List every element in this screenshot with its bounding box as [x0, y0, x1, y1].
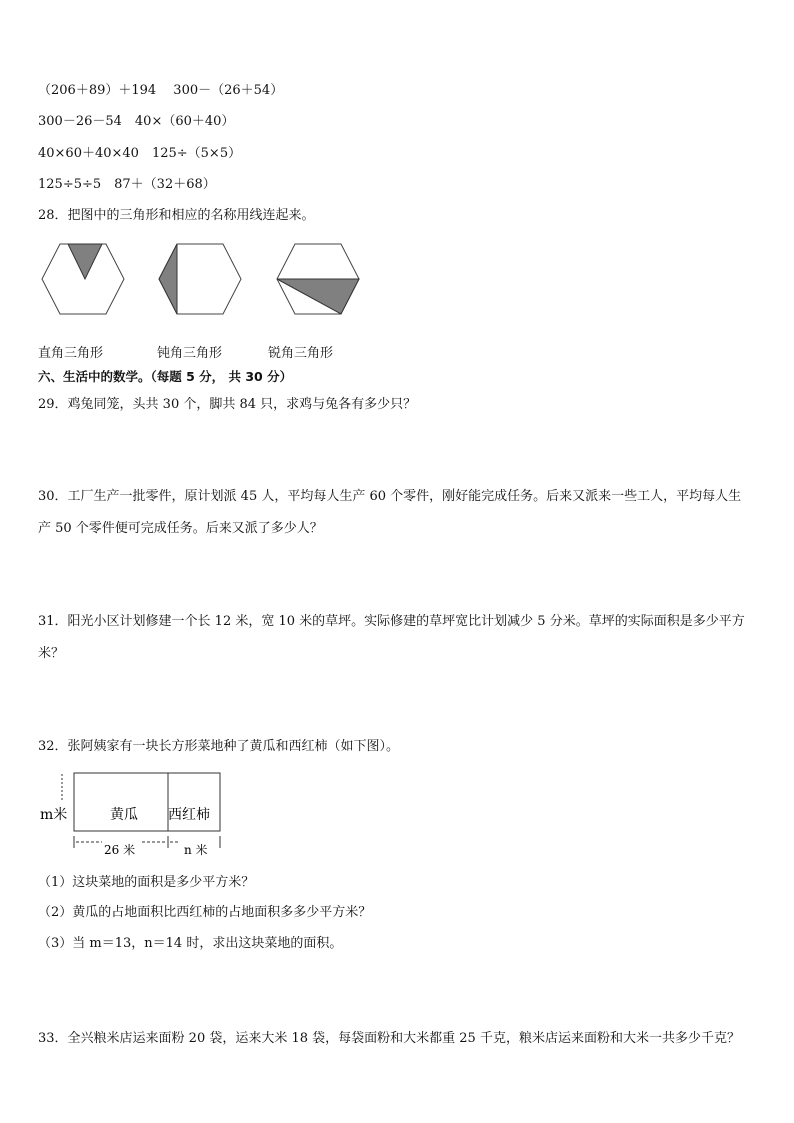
- section-6-heading: 六、生活中的数学。（每题 5 分， 共 30 分）: [38, 369, 293, 384]
- question-29: 29．鸡兔同笼，头共 30 个，脚共 84 只，求鸡与兔各有多少只？: [38, 397, 417, 412]
- cucumber-width-label: 26 米: [104, 843, 136, 857]
- question-28: 28．把图中的三角形和相应的名称用线连起来。: [38, 208, 315, 223]
- calc-line-1: （206＋89）＋194 300－（26＋54）: [38, 83, 284, 98]
- question-30: 30．工厂生产一批零件，原计划派 45 人，平均每人生产 60 个零件，刚好能完成任务。后来又派来一些工人，平均每人生产 50 个零件便可完成任务。后来又派了多少人？: [38, 489, 742, 536]
- question-32-sub-2: （2）黄瓜的占地面积比西红柿的占地面积多多少平方米？: [38, 905, 372, 920]
- tomato-label: 西红柿: [168, 807, 210, 823]
- tomato-width-label: n 米: [184, 843, 208, 857]
- question-32-sub-1: （1）这块菜地的面积是多少平方米？: [38, 875, 255, 890]
- calc-line-4: 125÷5÷5 87＋（32＋68）: [38, 177, 216, 192]
- hexagon-figure-1: [40, 242, 126, 316]
- label-acute-triangle: 锐角三角形: [268, 346, 334, 361]
- question-32: 32．张阿姨家有一块长方形菜地种了黄瓜和西红柿（如下图）。: [38, 739, 400, 754]
- cucumber-label: 黄瓜: [110, 807, 138, 823]
- hexagon-figure-2: [157, 242, 243, 316]
- garden-diagram: [38, 770, 228, 865]
- calc-line-2: 300－26－54 40×（60＋40）: [38, 114, 235, 129]
- height-label: m米: [40, 807, 68, 823]
- hexagon-figure-3: [275, 242, 361, 316]
- obtuse-triangle-shape: [159, 244, 177, 314]
- label-right-triangle: 直角三角形: [38, 346, 104, 361]
- label-obtuse-triangle: 钝角三角形: [157, 346, 223, 361]
- question-31: 31．阳光小区计划修建一个长 12 米，宽 10 米的草坪。实际修建的草坪宽比计划减少 5 分米。草坪的实际面积是多少平方米？: [38, 614, 745, 661]
- question-33: 33．全兴粮米店运来面粉 20 袋，运来大米 18 袋，每袋面粉和大米都重 25 千克，粮米店运来面粉和大米一共多少千克？: [38, 1031, 740, 1046]
- calc-line-3: 40×60＋40×40 125÷（5×5）: [38, 146, 242, 161]
- question-32-sub-3: （3）当 m＝13，n＝14 时，求出这块菜地的面积。: [38, 936, 343, 951]
